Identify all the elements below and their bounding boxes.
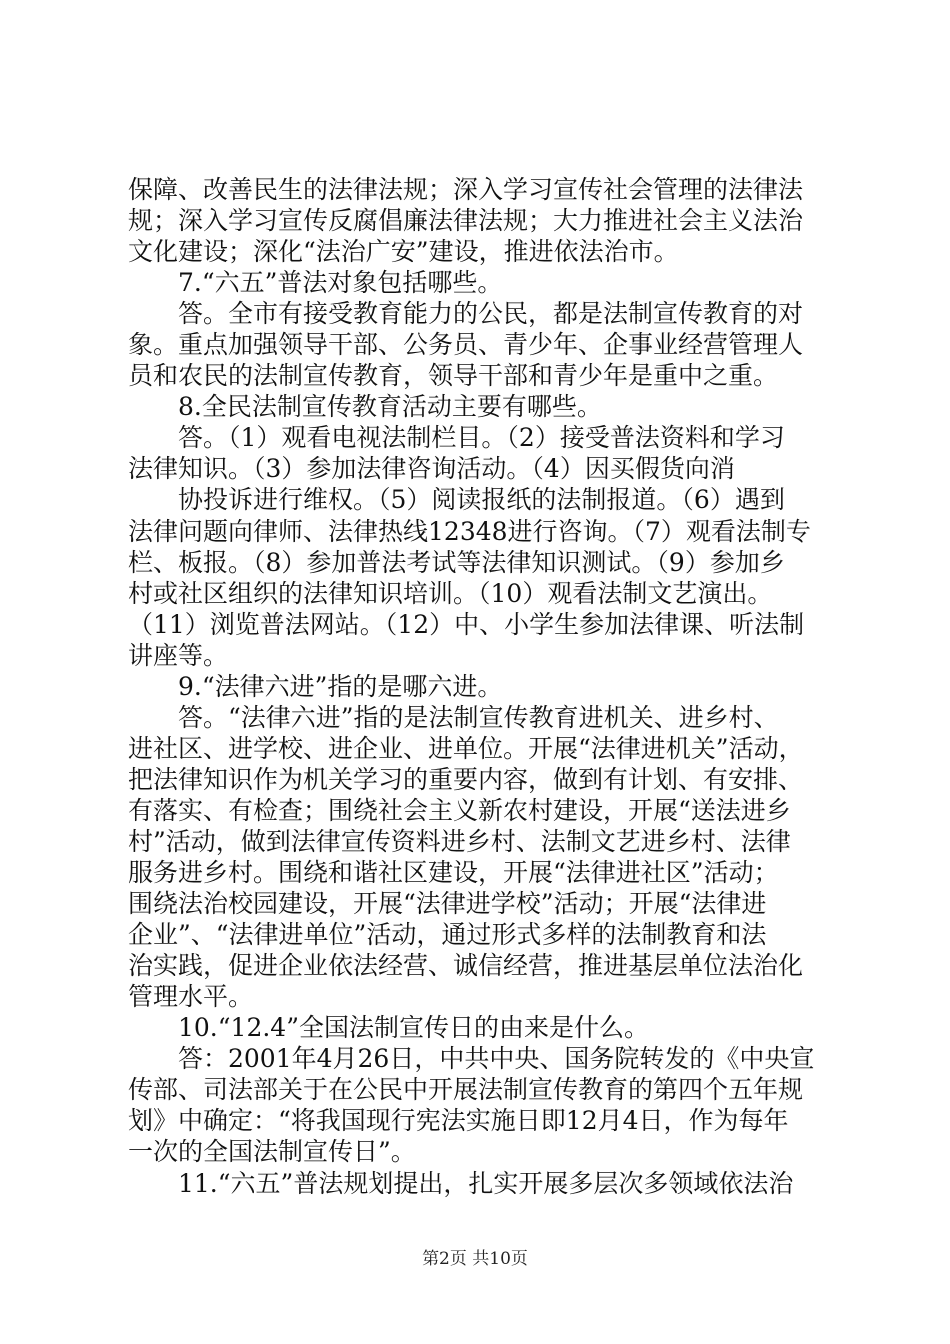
- text-line: 11.“六五”普法规划提出，扎实开展多层次多领域依法治: [178, 1168, 794, 1198]
- text-line: 协投诉进行维权。（5）阅读报纸的法制报道。（6）遇到: [178, 485, 785, 515]
- text-line: 有落实、有检查；围绕社会主义新农村建设，开展“送法进乡: [128, 795, 791, 825]
- document-body: [128, 174, 833, 1199]
- text-line: 村或社区组织的法律知识培训。（10）观看法制文艺演出。: [128, 578, 773, 608]
- text-line: 象。重点加强领导干部、公务员、青少年、企事业经营管理人: [128, 330, 804, 360]
- text-line: 保障、改善民生的法律法规；深入学习宣传社会管理的法律法: [128, 175, 804, 204]
- text-line: 10.“12.4”全国法制宣传日的由来是什么。: [178, 1013, 649, 1043]
- text-line: 企业”、“法律进单位”活动，通过形式多样的法制教育和法: [128, 920, 767, 950]
- text-line: 划》中确定：“将我国现行宪法实施日即12月4日，作为每年: [128, 1106, 789, 1136]
- text-line: 法律知识。（3）参加法律咨询活动。（4）因买假货向消: [128, 454, 735, 484]
- text-line: 法律问题向律师、法律热线12348进行咨询。（7）观看法制专: [128, 516, 811, 546]
- text-line: 讲座等。: [128, 640, 229, 670]
- text-line: 管理水平。: [128, 982, 254, 1012]
- text-line: 围绕法治校园建设，开展“法律进学校”活动；开展“法律进: [128, 889, 767, 919]
- text-line: 答：2001年4月26日，中共中央、国务院转发的《中央宣: [178, 1044, 815, 1074]
- text-line: 答。全市有接受教育能力的公民，都是法制宣传教育的对: [178, 299, 804, 329]
- text-line: 一次的全国法制宣传日”。: [128, 1137, 416, 1167]
- text-line: 服务进乡村。围绕和谐社区建设，开展“法律进社区”活动；: [128, 858, 779, 888]
- text-line: 9.“法律六进”指的是哪六进。: [178, 671, 503, 701]
- page-footer: 第2页 共10页: [422, 1249, 528, 1269]
- text-line: 答。“法律六进”指的是法制宣传教育进机关、进乡村、: [178, 702, 779, 732]
- text-line: 进社区、进学校、进企业、进单位。开展“法律进机关”活动，: [128, 733, 804, 763]
- text-line: 8.全民法制宣传教育活动主要有哪些。: [178, 392, 602, 422]
- text-line: 把法律知识作为机关学习的重要内容，做到有计划、有安排、: [128, 764, 804, 794]
- text-line: 文化建设；深化“法治广安”建设，推进依法治市。: [128, 237, 679, 267]
- text-line: 规；深入学习宣传反腐倡廉法律法规；大力推进社会主义法治: [128, 206, 804, 236]
- text-line: 答。（1）观看电视法制栏目。（2）接受普法资料和学习: [178, 423, 785, 453]
- text-line: 栏、板报。（8）参加普法考试等法律知识测试。（9）参加乡: [128, 547, 785, 577]
- text-line: 传部、司法部关于在公民中开展法制宣传教育的第四个五年规: [128, 1075, 804, 1105]
- text-line: 村”活动，做到法律宣传资料进乡村、法制文艺进乡村、法律: [128, 826, 791, 856]
- text-line: （11）浏览普法网站。（12）中、小学生参加法律课、听法制: [128, 609, 805, 639]
- text-line: 员和农民的法制宣传教育，领导干部和青少年是重中之重。: [128, 361, 779, 391]
- text-line: 7.“六五”普法对象包括哪些。: [178, 268, 503, 298]
- text-line: 治实践，促进企业依法经营、诚信经营，推进基层单位法治化: [128, 951, 804, 981]
